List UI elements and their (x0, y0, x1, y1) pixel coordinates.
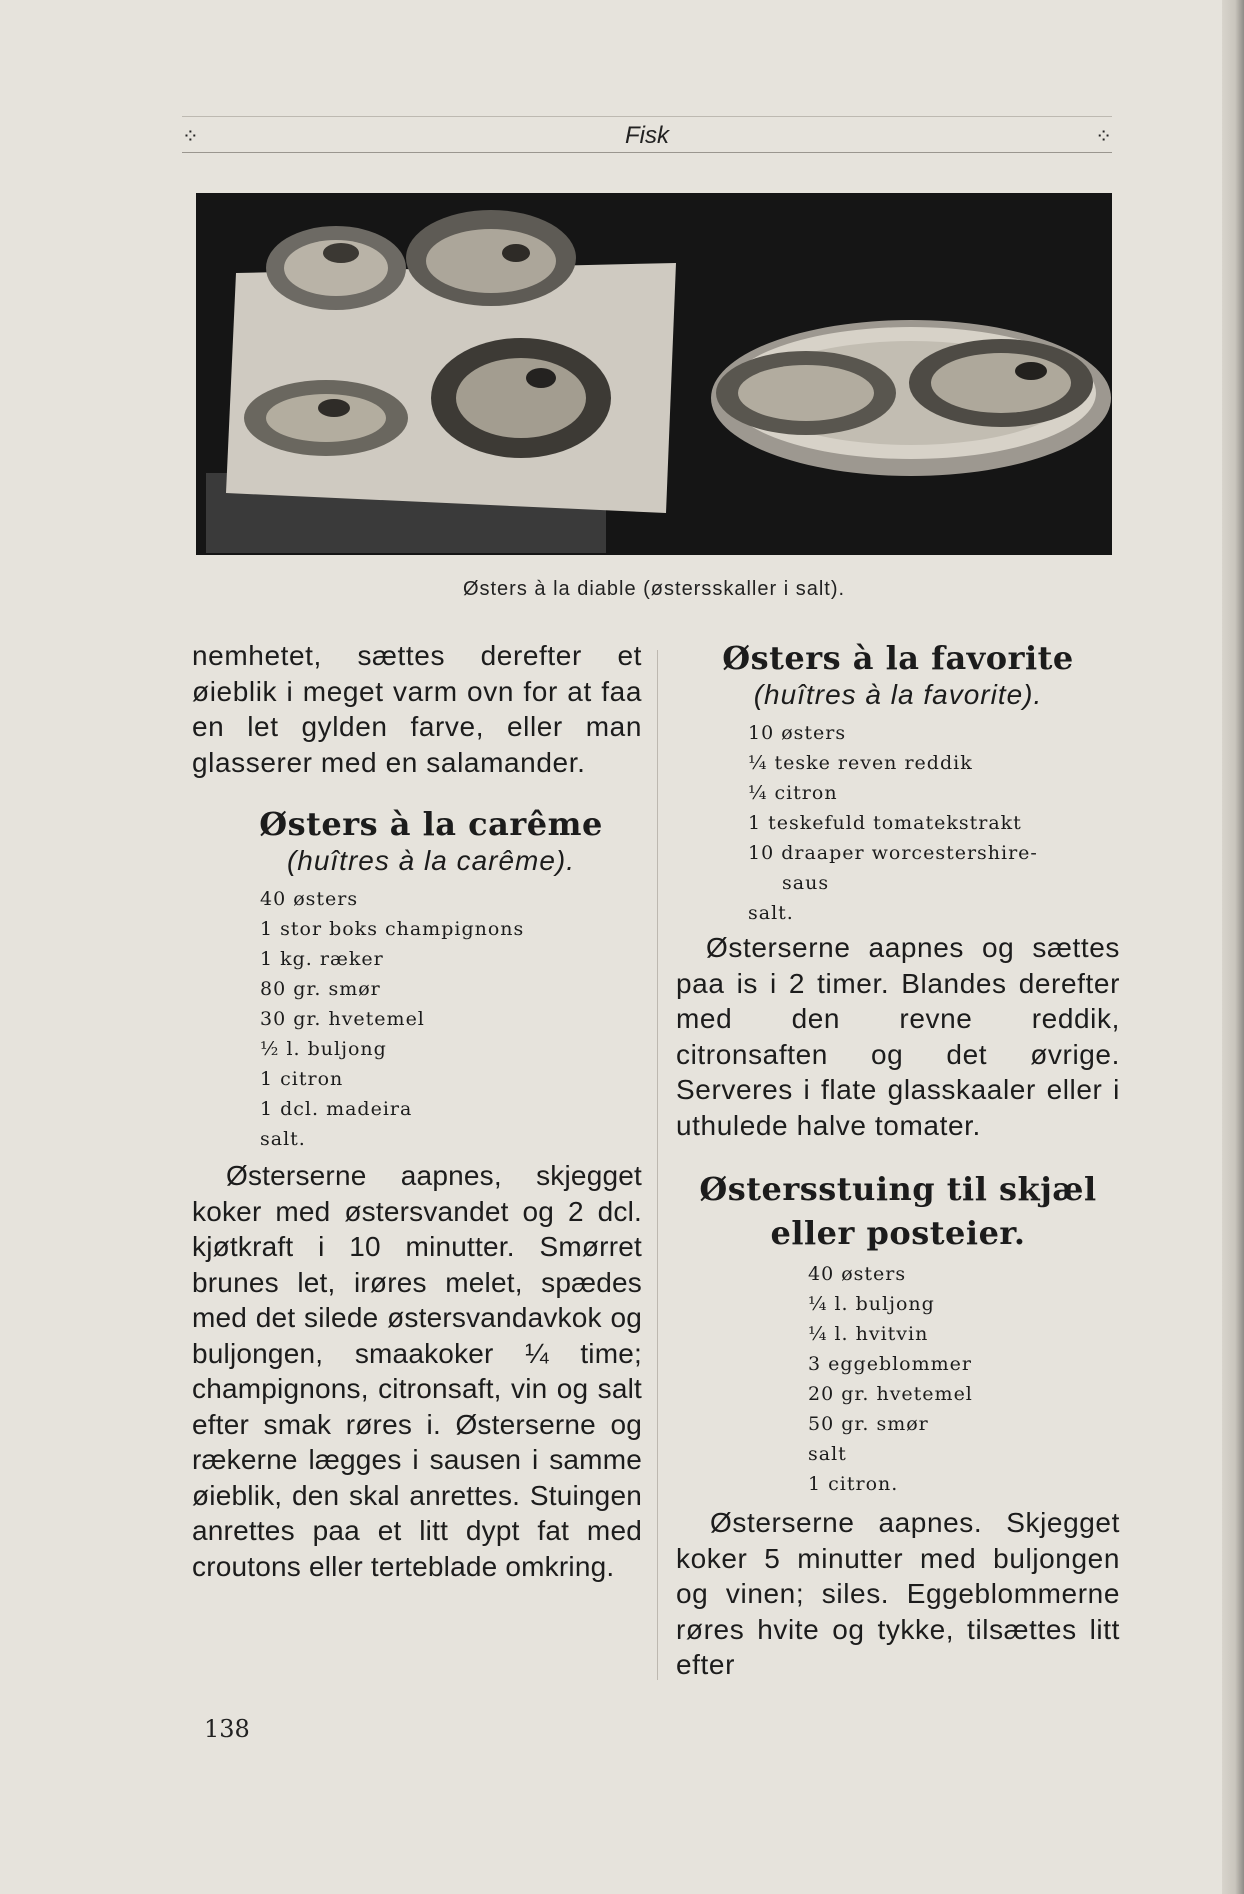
intro-paragraph: nemhetet, sættes derefter et øieblik i meget varm ovn for at faa en let gylden farve, eller man glasserer med en salamander. (192, 640, 642, 778)
ingredient-item: salt. (748, 902, 794, 924)
ingredient-item: 10 østers (748, 722, 847, 744)
ingredient-list (676, 718, 1120, 928)
ingredient-item: ½ l. buljong (260, 1038, 387, 1060)
recipe-favorite (676, 638, 1120, 1143)
ornament-right-icon: ⁘ (1095, 124, 1112, 148)
recipe-careme (192, 804, 642, 1154)
recipe-title: Østers à la favorite (722, 639, 1074, 677)
left-column (192, 638, 642, 1584)
ingredient-item: 1 citron. (808, 1473, 899, 1495)
ingredient-item: 80 gr. smør (260, 978, 381, 1000)
ingredient-list (676, 1259, 1120, 1499)
ingredient-item: 10 draaper worcestershire- (748, 842, 1038, 864)
ingredient-item: 40 østers (260, 888, 359, 910)
page-number: 138 (204, 1715, 250, 1743)
ingredient-item: 1 kg. ræker (260, 948, 384, 970)
column-divider (657, 650, 658, 1680)
ingredient-item: salt (808, 1443, 847, 1465)
ingredient-list (220, 884, 642, 1154)
recipe-title: Østersstuing til skjæl eller posteier. (699, 1170, 1097, 1252)
ingredient-item: ¼ citron (748, 782, 838, 804)
recipe-subtitle: (huîtres à la carême). (286, 845, 576, 876)
running-header (182, 112, 1112, 156)
ingredient-item: 1 teskefuld tomatekstrakt (748, 812, 1022, 834)
right-column (676, 638, 1120, 1683)
ingredient-item: 1 stor boks champignons (260, 918, 525, 940)
header-rule (182, 152, 1112, 153)
ingredient-item: ¼ teske reven reddik (748, 752, 973, 774)
book-page-edge (1222, 0, 1244, 1894)
running-title: Fisk (625, 122, 669, 149)
ingredient-item: 1 citron (260, 1068, 344, 1090)
recipe-title: Østers à la carême (259, 805, 603, 843)
figure-caption: Østers à la diable (østersskaller i salt). (462, 578, 846, 600)
recipe-subtitle: (huîtres à la favorite). (753, 679, 1043, 710)
ingredient-item: 3 eggeblommer (808, 1353, 972, 1375)
ingredient-item: 30 gr. hvetemel (260, 1008, 425, 1030)
ingredient-item: salt. (260, 1128, 306, 1150)
ingredient-item: saus (782, 872, 830, 894)
recipe-stuing (676, 1167, 1120, 1683)
ornament-left-icon: ⁘ (182, 124, 199, 148)
method-paragraph: Østerserne aapnes. Skjegget koker 5 minutter med buljongen og vinen; siles. Eggeblommerne røres hvite og tykke, tilsættes litt efter (676, 1507, 1120, 1680)
ingredient-item: 40 østers (808, 1263, 907, 1285)
method-paragraph: Østerserne aapnes, skjegget koker med østersvandet og 2 dcl. kjøtkraft i 10 minutter. Smørret brunes let, irøres melet, spædes med det silede østersvandavkok og buljongen, smaakoker ¼ time; champignons, citronsaft, vin og salt efter smak røres i. Østerserne og rækerne lægges i sausen i samme øieblik, den skal anrettes. Stuingen anrettes paa et litt dypt fat med croutons eller terteblade omkring. (192, 1160, 642, 1582)
header-top-rule (182, 116, 1112, 117)
ingredient-item: ¼ l. buljong (808, 1293, 935, 1315)
ingredient-item: 1 dcl. madeira (260, 1098, 413, 1120)
oyster-photograph (196, 193, 1112, 555)
ingredient-item: ¼ l. hvitvin (808, 1323, 929, 1345)
method-paragraph: Østerserne aapnes og sættes paa is i 2 timer. Blandes derefter med den revne reddik, citronsaften og det øvrige. Serveres i flate glasskaaler eller i uthulede halve tomater. (676, 932, 1120, 1141)
ingredient-item: 50 gr. smør (808, 1413, 929, 1435)
ingredient-item: 20 gr. hvetemel (808, 1383, 973, 1405)
